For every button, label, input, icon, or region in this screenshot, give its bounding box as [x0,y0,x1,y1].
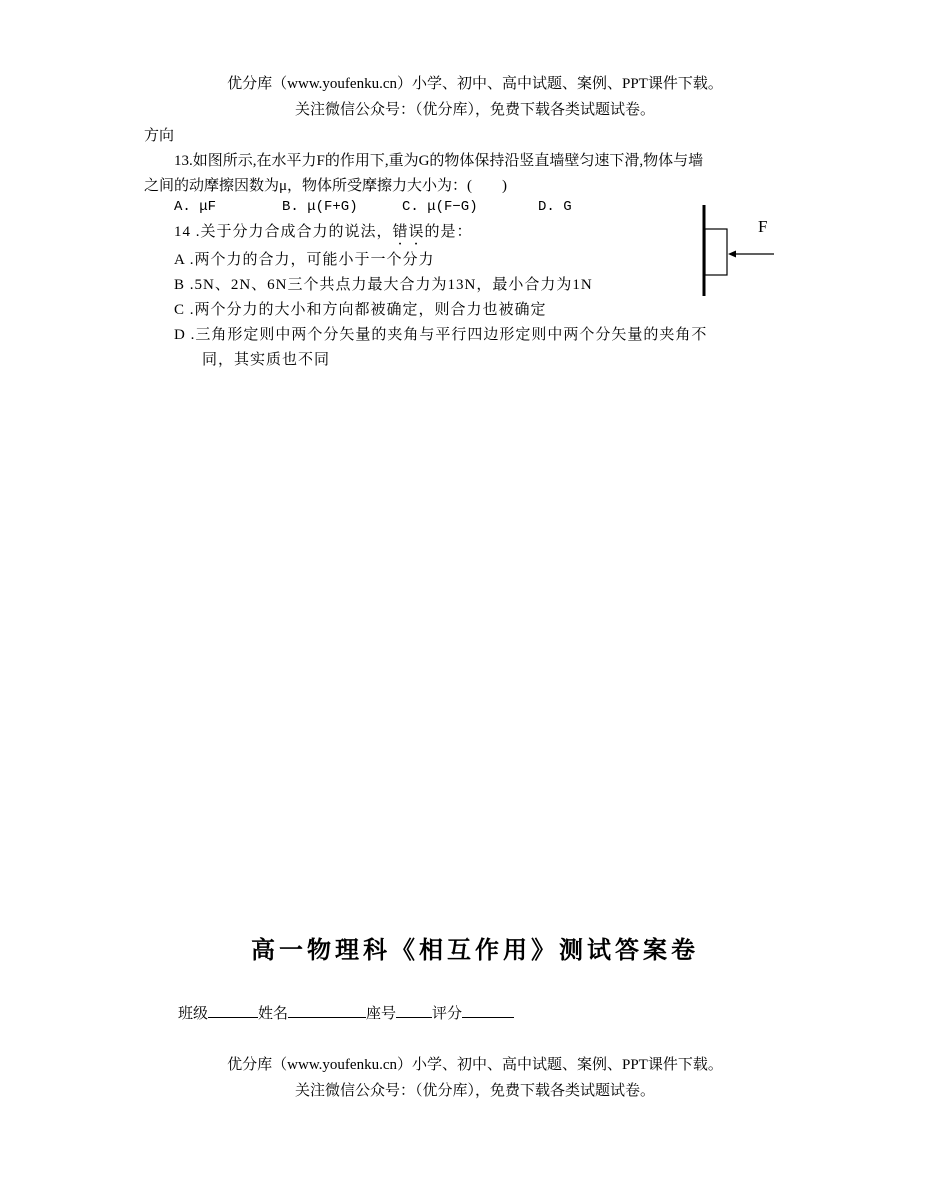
q13-option-a: A. μF [174,199,217,215]
q14-option-a: A .两个力的合力，可能小于一个分力 [174,252,435,268]
force-label: F [758,217,768,236]
q14-stem-emphasis-2: 误 [408,224,425,240]
q14-stem [174,220,473,241]
force-arrowhead [728,251,736,258]
name-blank[interactable] [288,1003,366,1018]
q13-option-b: B. μ(F+G) [282,199,358,215]
header-line-1: 优分库（www.youfenku.cn）小学、初中、高中试题、案例、PPT课件下载。 [227,76,723,92]
class-label: 班级 [178,1006,209,1022]
q14-option-c: C .两个分力的大小和方向都被确定，则合力也被确定 [174,302,547,318]
previous-question-fragment: 方向 [144,128,175,144]
seat-blank[interactable] [396,1003,432,1018]
q13-stem-line-2: 之间的动摩擦因数为μ，物体所受摩擦力大小为：( ) [144,178,508,194]
q14-option-d-line-2: 同，其实质也不同 [202,352,331,368]
seat-label: 座号 [366,1006,397,1022]
answer-sheet-title: 高一物理科《相互作用》测试答案卷 [251,936,699,964]
block [705,229,727,275]
score-blank[interactable] [462,1003,514,1018]
q14-option-b: B .5N、2N、6N三个共点力最大合力为13N，最小合力为1N [174,277,593,293]
q13-stem-line-1: 13.如图所示,在水平力F的作用下,重为G的物体保持沿竖直墙壁匀速下滑,物体与墙 [174,153,704,169]
header-line-2: 关注微信公众号：（优分库），免费下载各类试题试卷。 [294,102,655,118]
wall-block-force-diagram [690,200,790,300]
q14-option-d-line-1: D .三角形定则中两个分矢量的夹角与平行四边形定则中两个分矢量的夹角不 [174,327,708,343]
q14-stem-emphasis-1: 错 [392,224,409,240]
footer-line-2: 关注微信公众号：（优分库），免费下载各类试题试卷。 [294,1083,655,1099]
q14-stem-before: 14 .关于分力合成合力的说法， [174,224,393,240]
score-label: 评分 [432,1006,463,1022]
q13-options [174,199,572,215]
q13-option-d: D. G [538,199,572,215]
name-label: 姓名 [258,1006,289,1022]
q13-option-c: C. μ(F−G) [402,199,478,215]
class-blank[interactable] [208,1003,258,1018]
q14-stem-after: 的是： [424,224,473,240]
footer-line-1: 优分库（www.youfenku.cn）小学、初中、高中试题、案例、PPT课件下载。 [227,1057,723,1073]
student-info-row [178,1002,514,1023]
